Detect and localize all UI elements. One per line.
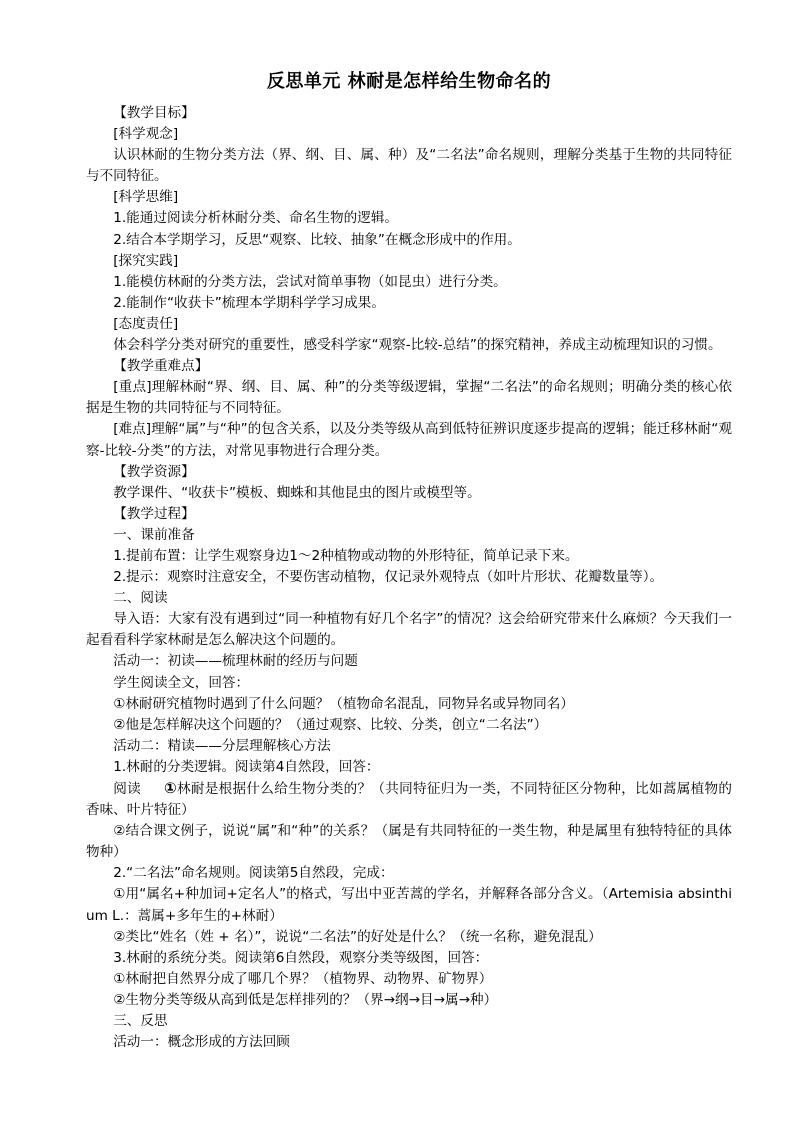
paragraph: 1.能通过阅读分析林耐分类、命名生物的逻辑。 [113, 210, 399, 227]
heading-teaching-process: 【教学过程】 [113, 505, 195, 522]
section-heading: 一、课前准备 [113, 526, 195, 543]
paragraph: [难点]理解“属”与“种”的包含关系，以及分类等级从高到低特征辨识度逐步提高的逻辑；能迁移林耐“观察-比较-分类”的方法，对常见事物进行合理分类。 [86, 421, 732, 459]
subheading-inquiry-practice: [探究实践] [113, 252, 179, 269]
heading-teaching-resources: 【教学资源】 [113, 463, 195, 480]
paragraph: 活动一：初读——梳理林耐的经历与问题 [113, 653, 358, 670]
body-section-2 [86, 821, 732, 1053]
paragraph: 1.林耐的分类逻辑。阅读第4自然段，回答： [113, 758, 380, 775]
paragraph: ①用“属名+种加词+定名人”的格式，写出中亚苦蒿的学名，并解释各部分含义。（Artemisia absinthium L.：蒿属+多年生的+林耐） [86, 886, 732, 924]
paragraph: 2.提示：观察时注意安全，不要伤害动植物，仅记录外观特点（如叶片形状、花瓣数量等）。 [113, 569, 664, 586]
paragraph: 1.能模仿林耐的分类方法，尝试对简单事物（如昆虫）进行分类。 [113, 273, 507, 290]
paragraph: 3.林耐的系统分类。阅读第6自然段，观察分类等级图，回答： [113, 949, 489, 966]
paragraph: [重点]理解林耐“界、纲、目、属、种”的分类等级逻辑，掌握“二名法”的命名规则；明确分类的核心依据是生物的共同特征与不同特征。 [86, 379, 732, 417]
paragraph: ②生物分类等级从高到低是怎样排列的？（界→纲→目→属→种） [113, 991, 498, 1008]
body-section-1 [86, 103, 732, 778]
reading-question-item [86, 778, 732, 821]
paragraph: 学生阅读全文，回答： [113, 674, 250, 691]
paragraph: ②类比“姓名（姓 + 名）”，说说“二名法”的好处是什么？（统一名称，避免混乱） [113, 928, 602, 945]
paragraph: 2.“二名法”命名规则。阅读第5自然段，完成： [113, 865, 394, 882]
paragraph: 2.能制作“收获卡”梳理本学期科学学习成果。 [113, 294, 385, 311]
paragraph: ②他是怎样解决这个问题的？（通过观察、比较、分类，创立“二名法”） [113, 716, 548, 733]
document-page [86, 70, 732, 1053]
section-heading: 二、阅读 [113, 590, 168, 607]
section-heading: 三、反思 [113, 1013, 168, 1030]
reading-prefix: 阅读 [113, 781, 141, 797]
paragraph: 认识林耐的生物分类方法（界、纲、目、属、种）及“二名法”命名规则，理解分类基于生物的共同特征与不同特征。 [86, 147, 732, 185]
document-title: 反思单元 林耐是怎样给生物命名的 [266, 71, 552, 92]
subheading-science-thinking: [科学思维] [113, 189, 179, 206]
heading-key-points: 【教学重难点】 [113, 358, 209, 375]
heading-teaching-goals: 【教学目标】 [113, 105, 195, 121]
subheading-science-concept: [科学观念] [113, 126, 179, 143]
paragraph: ①林耐研究植物时遇到了什么问题？（植物命名混乱，同物异名或异物同名） [113, 695, 574, 712]
paragraph: 教学课件、“收获卡”模板、蜘蛛和其他昆虫的图片或模型等。 [113, 484, 481, 501]
circled-number-marker: ① [164, 779, 178, 797]
paragraph: ②结合课文例子，说说“属”和“种”的关系？（属是有共同特征的一类生物，种是属里有独特特征的具体物种） [86, 823, 732, 861]
paragraph: 导入语：大家有没有遇到过“同一种植物有好几个名字”的情况？这会给研究带来什么麻烦？今天我们一起看看科学家林耐是怎么解决这个问题的。 [86, 611, 732, 649]
paragraph: 体会科学分类对研究的重要性，感受科学家“观察-比较-总结”的探究精神，养成主动梳理知识的习惯。 [113, 337, 722, 354]
reading-question-text: 林耐是根据什么给生物分类的？（共同特征归为一类，不同特征区分物种，比如蒿属植物的香味、叶片特征） [86, 781, 733, 819]
paragraph: ①林耐把自然界分成了哪几个界？（植物界、动物界、矿物界） [113, 970, 493, 987]
paragraph: 1.提前布置：让学生观察身边1～2种植物或动物的外形特征，简单记录下来。 [113, 547, 579, 564]
subheading-attitude: [态度责任] [113, 315, 179, 332]
paragraph: 活动二：精读——分层理解核心方法 [113, 737, 331, 754]
paragraph: 活动一：概念形成的方法回顾 [113, 1034, 290, 1051]
paragraph: 2.结合本学期学习，反思“观察、比较、抽象”在概念形成中的作用。 [113, 231, 521, 248]
